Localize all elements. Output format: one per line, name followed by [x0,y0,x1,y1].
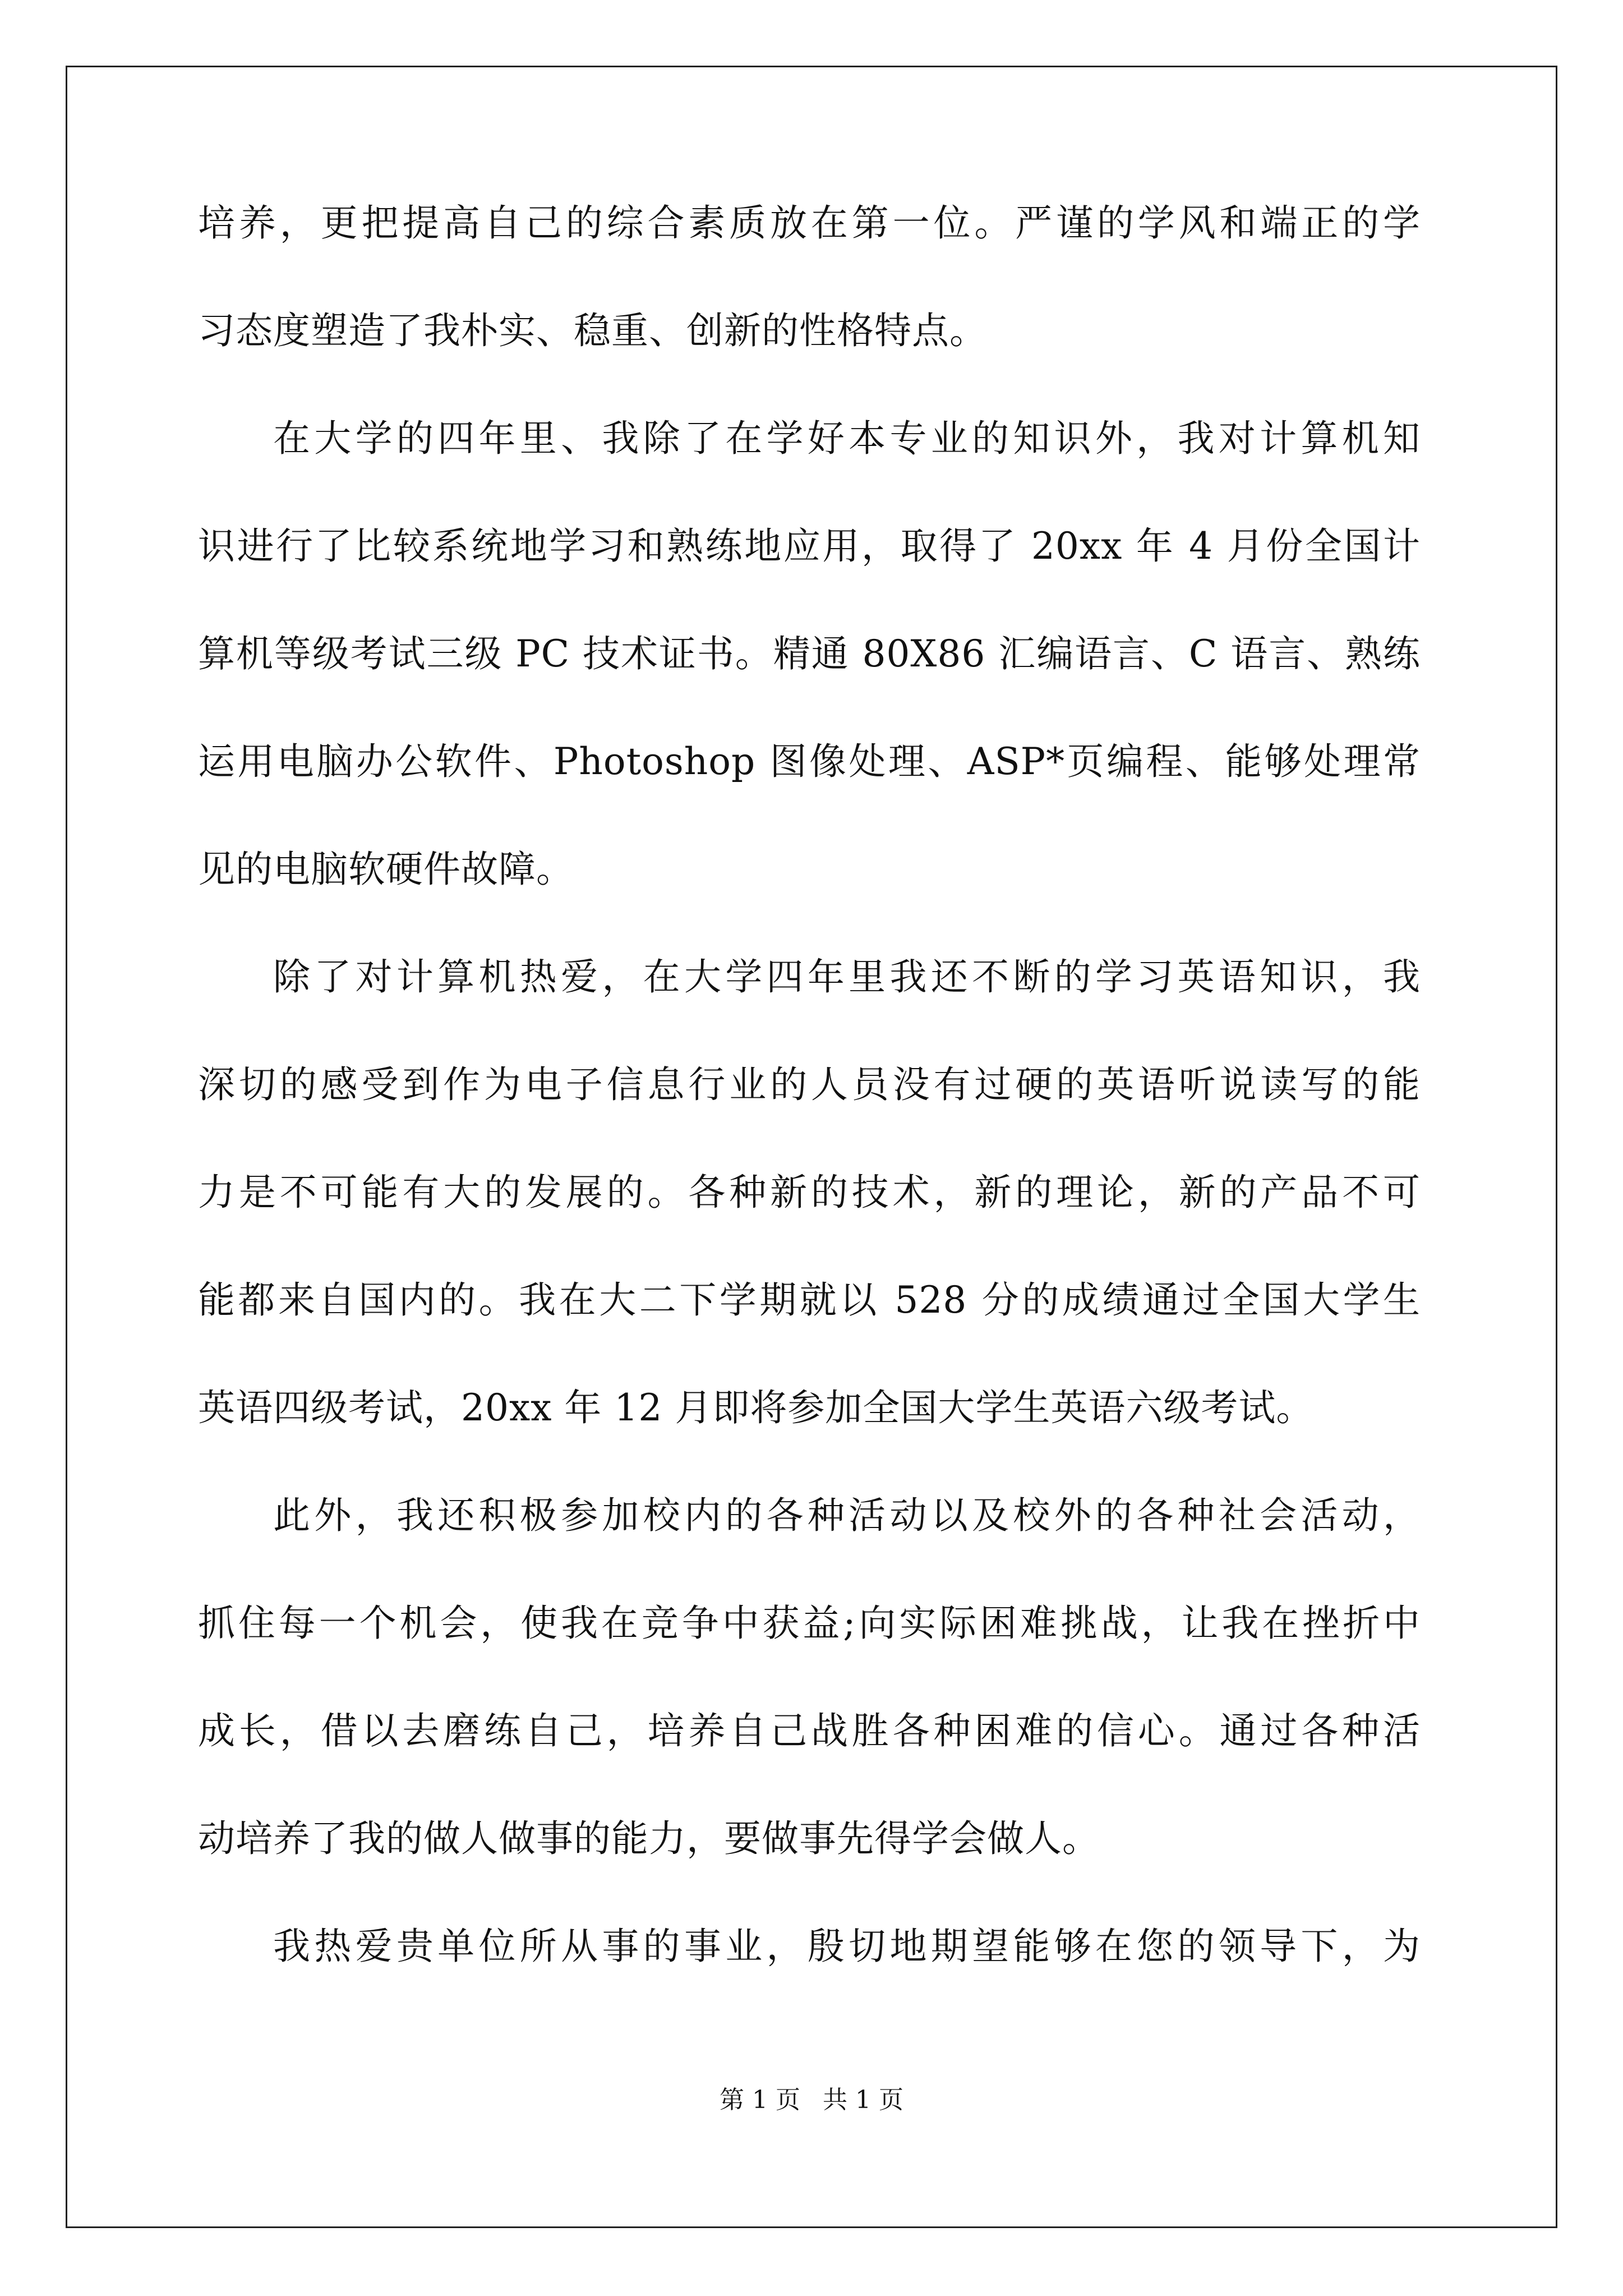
paragraph-start-line: 除了对计算机热爱，在大学四年里我还不断的学习英语知识，我 [273,955,1421,999]
page-footer [0,2086,1623,2115]
text-line: 成长，借以去磨练自己，培养自己战胜各种困难的信心。通过各种活 [198,1709,1421,1752]
text-line: 运用电脑办公软件、Photoshop 图像处理、ASP*页编程、能够处理常 [198,740,1421,783]
page-total: 共 1 页 [823,2086,903,2114]
paragraph-start-line: 此外，我还积极参加校内的各种活动以及校外的各种社会活动， [273,1494,1421,1537]
text-line: 抓住每一个机会，使我在竞争中获益;向实际困难挑战，让我在挫折中 [198,1602,1421,1645]
text-line: 算机等级考试三级 PC 技术证书。精通 80X86 汇编语言、C 语言、熟练 [198,632,1421,675]
text-line: 习态度塑造了我朴实、稳重、创新的性格特点。 [198,309,987,352]
paragraph-start-line: 我热爱贵单位所从事的事业，殷切地期望能够在您的领导下，为 [273,1925,1421,1968]
text-line: 力是不可能有大的发展的。各种新的技术，新的理论，新的产品不可 [198,1171,1421,1214]
paragraph-start-line: 在大学的四年里、我除了在学好本专业的知识外，我对计算机知 [273,417,1421,460]
document-body [198,202,1421,2033]
text-line: 英语四级考试，20xx 年 12 月即将参加全国大学生英语六级考试。 [198,1386,1314,1429]
text-line: 培养，更把提高自己的综合素质放在第一位。严谨的学风和端正的学 [198,201,1421,245]
text-line: 动培养了我的做人做事的能力，要做事先得学会做人。 [198,1817,1100,1860]
page-number: 第 1 页 [720,2086,800,2114]
text-line: 识进行了比较系统地学习和熟练地应用，取得了 20xx 年 4 月份全国计 [198,524,1421,568]
text-line: 深切的感受到作为电子信息行业的人员没有过硬的英语听说读写的能 [198,1063,1421,1106]
text-line: 见的电脑软硬件故障。 [198,848,574,891]
text-line: 能都来自国内的。我在大二下学期就以 528 分的成绩通过全国大学生 [198,1278,1421,1322]
